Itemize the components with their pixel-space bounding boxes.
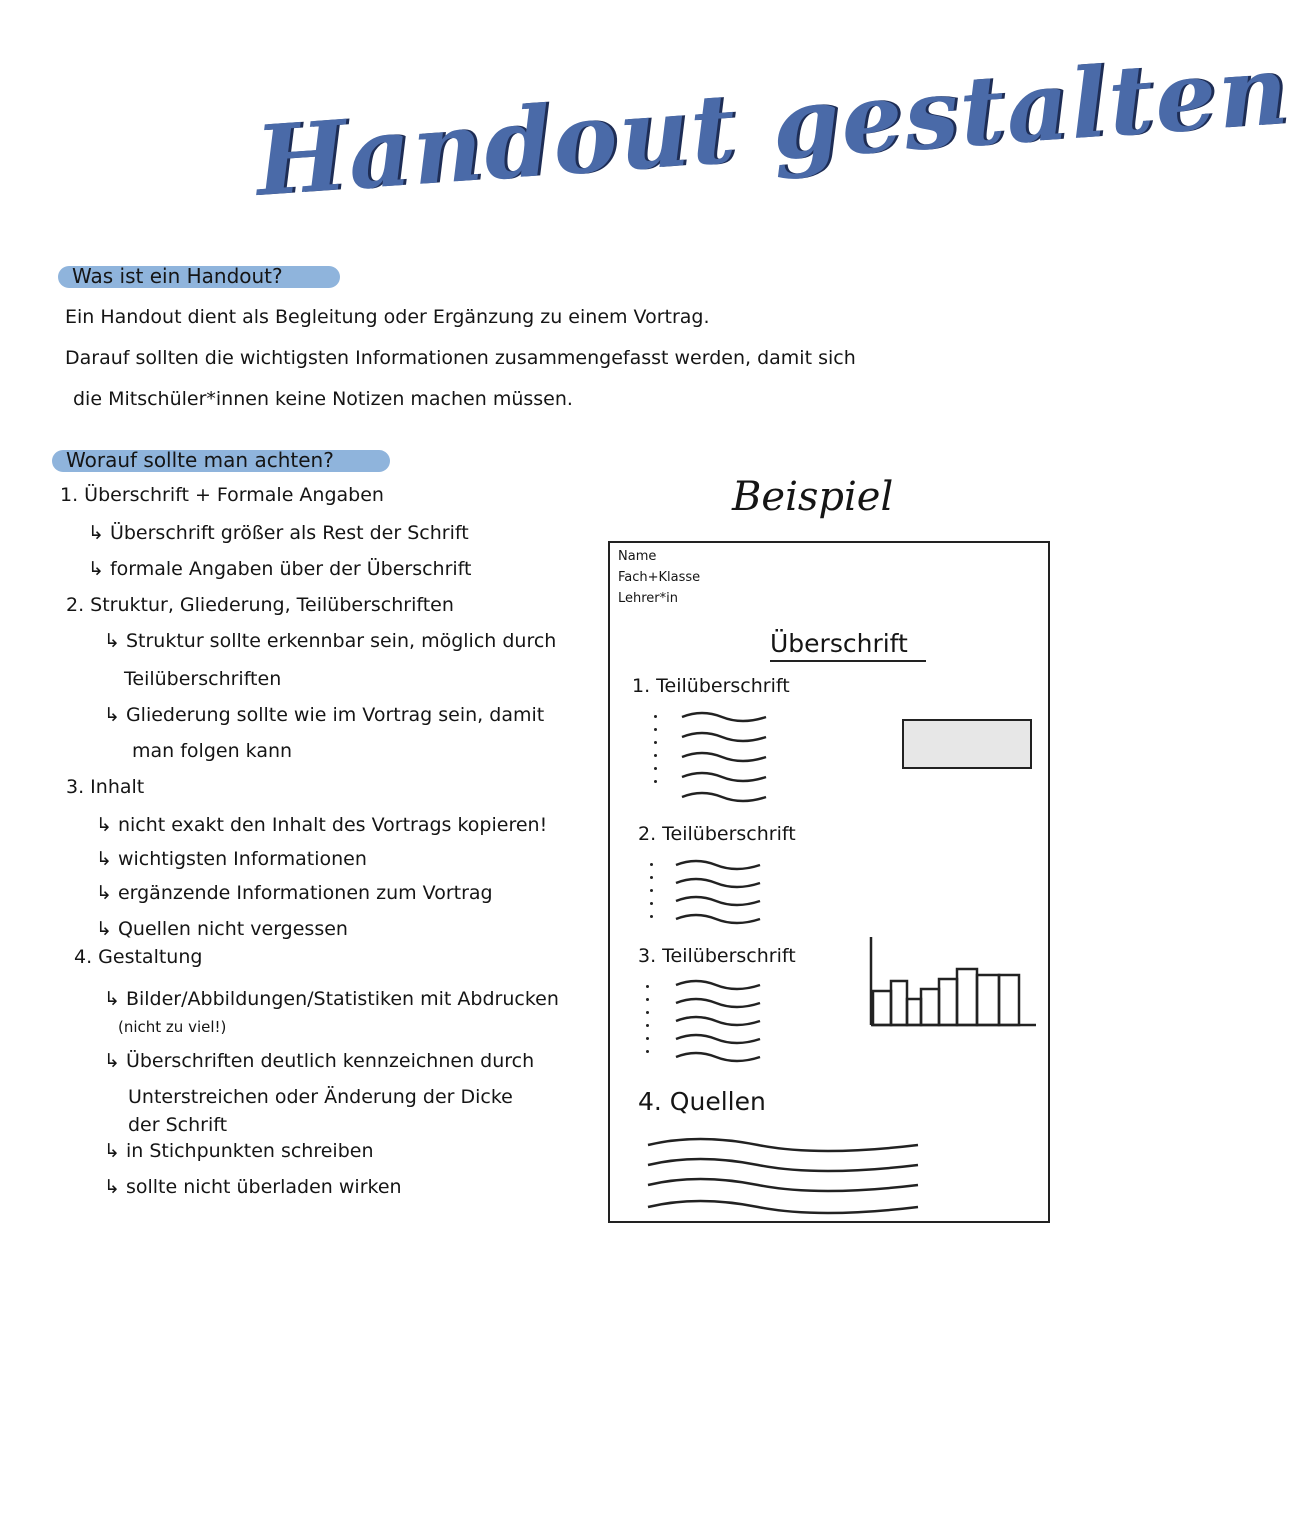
list-item: ↳ in Stichpunkten schreiben <box>104 1140 374 1162</box>
list-item: Unterstreichen oder Änderung der Dicke <box>128 1086 513 1108</box>
meta-name: Name <box>618 549 657 564</box>
list-item: man folgen kann <box>132 740 293 762</box>
bullet-dots <box>654 715 660 793</box>
example-subheading-1: 1. Teilüberschrift <box>632 675 790 697</box>
text-placeholder-lines <box>674 973 764 1063</box>
intro-line: Ein Handout dient als Begleitung oder Ergänzung zu einem Vortrag. <box>65 306 710 328</box>
list-item: ↳ nicht exakt den Inhalt des Vortrags kopieren! <box>96 814 548 836</box>
intro-line: Darauf sollten die wichtigsten Informationen zusammengefasst werden, damit sich <box>65 347 856 369</box>
meta-teacher: Lehrer*in <box>618 591 679 606</box>
sources-placeholder-lines <box>646 1133 926 1223</box>
list-item: ↳ Überschriften deutlich kennzeichnen durch <box>104 1050 535 1072</box>
example-heading: Überschrift <box>770 629 926 662</box>
list-item: 4. Gestaltung <box>74 946 203 968</box>
bar-chart-sketch <box>868 935 1038 1027</box>
meta-subject-class: Fach+Klasse <box>618 570 701 585</box>
example-subheading-2: 2. Teilüberschrift <box>638 823 796 845</box>
list-item: ↳ wichtigsten Informationen <box>96 848 367 870</box>
list-item: ↳ sollte nicht überladen wirken <box>104 1176 402 1198</box>
list-item: ↳ formale Angaben über der Überschrift <box>88 558 472 580</box>
list-item: Teilüberschriften <box>124 668 282 690</box>
intro-paragraph <box>65 297 985 420</box>
list-item: ↳ Gliederung sollte wie im Vortrag sein, damit <box>104 704 545 726</box>
text-placeholder-lines <box>680 703 770 803</box>
page-title: Handout gestalten <box>252 33 1293 218</box>
list-item: ↳ Quellen nicht vergessen <box>96 918 348 940</box>
text-placeholder-lines <box>674 853 764 933</box>
list-item: ↳ Bilder/Abbildungen/Statistiken mit Abdrucken <box>104 988 559 1010</box>
bullet-dots <box>650 863 656 928</box>
list-item: 3. Inhalt <box>66 776 145 798</box>
bullet-dots <box>646 985 652 1063</box>
list-item: (nicht zu viel!) <box>118 1018 227 1036</box>
image-placeholder <box>902 719 1032 769</box>
example-handout <box>608 541 1050 1223</box>
list-item: ↳ Überschrift größer als Rest der Schrift <box>88 522 469 544</box>
intro-line: die Mitschüler*innen keine Notizen machen müssen. <box>73 388 573 410</box>
example-sources-heading: 4. Quellen <box>638 1087 766 1116</box>
list-item: ↳ ergänzende Informationen zum Vortrag <box>96 882 493 904</box>
list-item: ↳ Struktur sollte erkennbar sein, möglich durch <box>104 630 557 652</box>
example-label: Beispiel <box>732 474 894 520</box>
list-item: 2. Struktur, Gliederung, Teilüberschriften <box>66 594 454 616</box>
section-heading-attention: Worauf sollte man achten? <box>66 448 334 472</box>
list-item: 1. Überschrift + Formale Angaben <box>60 484 384 506</box>
example-subheading-3: 3. Teilüberschrift <box>638 945 796 967</box>
section-heading-what: Was ist ein Handout? <box>72 264 283 288</box>
list-item: der Schrift <box>128 1114 228 1136</box>
